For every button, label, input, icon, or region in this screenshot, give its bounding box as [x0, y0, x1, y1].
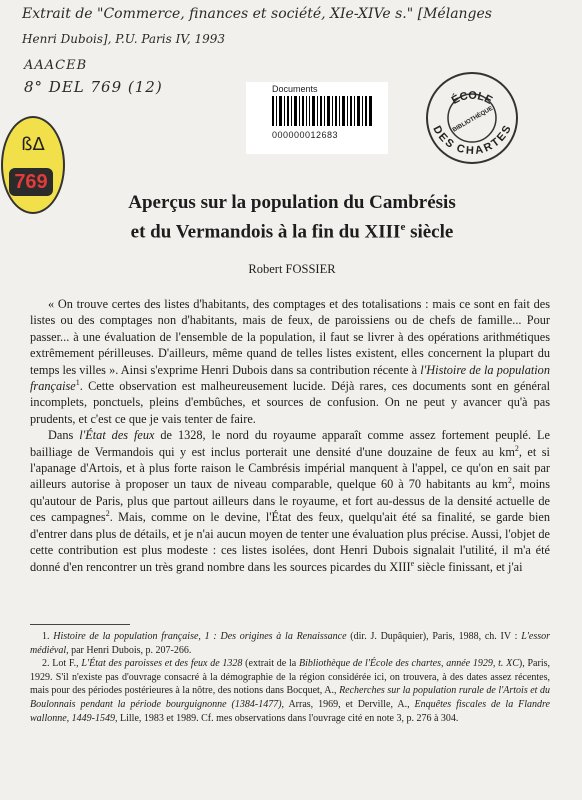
fn1-italic-2: L'essor médiéval — [30, 631, 551, 656]
paragraph-1 — [30, 296, 550, 427]
p2-text-c: , et si l'apanage d'Artois, et à plus forte raison le Cambrésis impérial manquent à l'appel, ce qu'on en sait par ailleurs autorise à proposer un taux de niveau comparable, quelque 60 à 70 habitants au km — [30, 444, 550, 492]
title-line2: et du Vermandois à la fin du XIII — [130, 221, 401, 243]
p2-text-e: . Mais, comme on le devine, l'État des feux, quelqu'ait été sa finalité, se garde bien d'entrer dans plus de détails, et je n'ai aucun moyen de tenter une évaluation plus précise. Aussi, l'objet de cette contribution est plus modeste : ces listes isolées, dont Henri Dubois signalait l'utilité, il m'a été donné d'en rencontrer un très grand nombre dans les sources picardes du XIII — [30, 510, 551, 574]
p2-text-d: , moins qu'autour de Paris, plus que partout ailleurs dans le royaume, et fort au-dessus de la densité actuelle de ces campagnes — [30, 477, 550, 525]
barcode-number: 000000012683 — [272, 130, 339, 140]
fn2-italic-3: Recherches sur la population rurale de l'Artois et du Boulonnais pendant la période bourguignonne (1384-1477) — [30, 685, 551, 710]
fn2-text-a: 2. Lot F., — [42, 658, 82, 670]
fn2-italic-4: Enquêtes fiscales de la Flandre wallonne, 1449-1549 — [30, 698, 550, 724]
p2-italic: l'État des feux — [79, 428, 155, 443]
title-line1: Aperçus sur la population du Cambrésis — [128, 192, 456, 213]
handwritten-call-number: 8° DEL 769 (12) — [24, 78, 163, 96]
p2-sup-3: e — [410, 558, 415, 568]
article-body — [30, 296, 550, 575]
footnote-ref-1[interactable]: 1 — [75, 377, 80, 387]
fn1-text-c: , par Henri Dubois, p. 207-266. — [66, 644, 192, 656]
fn2-text-b: (extrait de la — [242, 658, 299, 670]
p2-text-a: Dans — [48, 428, 80, 443]
barcode-label — [246, 82, 388, 154]
barcode-icon — [272, 96, 372, 126]
paragraph-2 — [30, 427, 550, 575]
p2-sup-2: 2 — [507, 476, 512, 486]
footnote-1 — [30, 630, 550, 657]
p1-text-a: « On trouve certes des listes d'habitants, des comptages et des totalisations : mais ce sont en fait des listes ou des comptages non d'habitants, mais de feux, de paroissiens ou de chefs de famille... Pour passer... à une évaluation de l'ensemble de la population, il faut se livrer à des opérations arithmétiques extrêmement périlleuses. D'ailleurs, même quand de telles listes existent, elles concernent la plupart du temps les villes ». Ainsi s'exprime Henri Dubois dans sa contribution récente à — [30, 297, 550, 377]
footnote-ref-2[interactable]: 2 — [105, 509, 110, 519]
p2-text-f: siècle finissant, et j'ai — [414, 559, 523, 574]
footnote-divider — [30, 624, 130, 625]
title-sup: e — [400, 221, 406, 233]
handwritten-note-line1: Extrait de "Commerce, finances et société, XIe-XIVe s." [Mélanges — [22, 6, 492, 22]
library-stamp — [424, 70, 520, 166]
sticker-number: 769 — [9, 168, 53, 196]
title-line2-end: siècle — [405, 221, 454, 243]
svg-text:ÉCOLE — [449, 90, 494, 107]
footnote-2 — [30, 657, 550, 725]
sticker-mark: ßΔ — [21, 134, 45, 155]
fn2-text-e: , Lille, 1983 et 1989. Cf. mes observations dans l'ouvrage cité en note 3, p. 276 à 304. — [115, 712, 459, 724]
p2-text-b: de 1328, le nord du royaume apparaît comme assez fortement peuplé. Le bailliage de Vermandois qui y est inclus porterait une densité d'une douzaine de feux au km — [30, 428, 550, 459]
stamp-top-text: ÉCOLE — [449, 89, 495, 107]
footnotes — [30, 630, 550, 725]
fn2-italic-1: L'État des paroisses et des feux de 1328 — [81, 658, 243, 670]
fn1-number: 1. — [42, 631, 54, 642]
handwritten-shelfmark-code: AAACEB — [24, 58, 88, 73]
fn2-text-c: ), Paris, 1929. S'il n'existe pas d'ouvrage consacré à la démographie de la région considérée ici, on trouvera, à des dates assez récentes, mais pour des périodes postérieures à la nôtre, des notions dans Bocquet, A., — [30, 658, 550, 697]
fn2-text-d: , Arras, 1969, et Derville, A., — [281, 698, 415, 710]
barcode-title: Documents — [272, 84, 318, 94]
stamp-bottom-text: DES CHARTES — [430, 123, 514, 158]
article-title — [52, 190, 532, 244]
fn1-text-b: (dir. J. Dupâquier), Paris, 1988, ch. IV : — [346, 631, 522, 642]
p2-sup-1: 2 — [514, 443, 519, 453]
handwritten-note-line2: Henri Dubois], P.U. Paris IV, 1993 — [22, 32, 226, 46]
author: Robert FOSSIER — [248, 262, 336, 276]
fn1-italic-1: Histoire de la population française, 1 : Des origines à la Renaissance — [53, 631, 347, 642]
stamp-center-text: BIBLIOTHÈQUE — [451, 105, 495, 134]
p1-text-b: . Cette observation est malheureusement lucide. Déjà rares, ces documents sont en général incomplets, ponctuels, pleins d'embûches, et sources de confusion. On ne peut y avancer qu'à pas prudents, et c'est ce que je vais tenter de faire. — [30, 379, 550, 426]
fn2-italic-2: Bibliothèque de l'École des chartes, année 1929, t. XC — [298, 658, 519, 670]
p1-italic: l'Histoire de la population française — [30, 362, 550, 394]
